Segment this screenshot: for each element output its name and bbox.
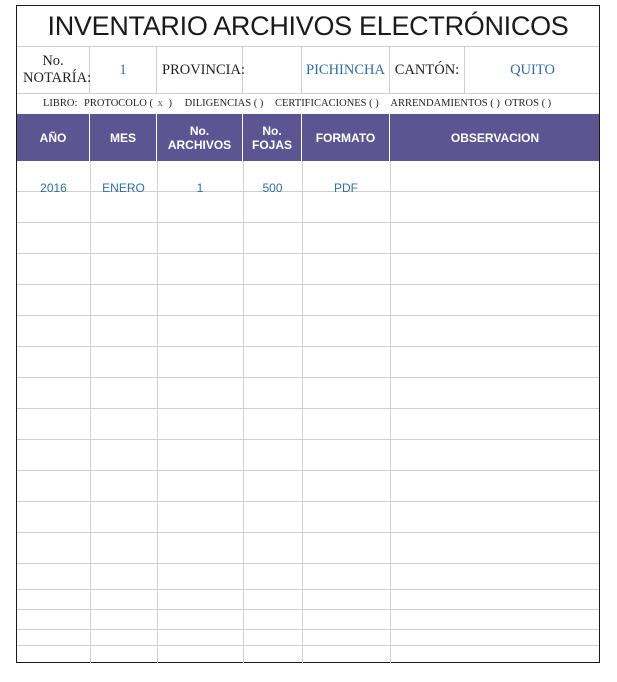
table-cell-ano: 2016 xyxy=(40,181,67,195)
libro-diligencias: DILIGENCIAS ( ) xyxy=(184,98,264,109)
provincia-value: PICHINCHA xyxy=(302,47,390,93)
column-header-fojas xyxy=(243,114,302,161)
libro-certificaciones: CERTIFICACIONES ( ) xyxy=(274,98,379,109)
table-body xyxy=(17,161,599,663)
libro-protocolo-mark: x xyxy=(157,98,163,109)
row-divider xyxy=(17,609,599,610)
column-header-archivos: No. ARCHIVOS xyxy=(157,114,243,161)
row-divider xyxy=(17,645,599,646)
page-title: INVENTARIO ARCHIVOS ELECTRÓNICOS xyxy=(47,11,569,41)
libro-options-row xyxy=(17,94,599,114)
column-divider xyxy=(243,161,244,663)
row-divider xyxy=(17,284,599,285)
column-divider xyxy=(390,161,391,663)
table-cell-archivos: 1 xyxy=(196,181,204,195)
column-header-ano: AÑO xyxy=(17,114,90,161)
row-divider xyxy=(17,629,599,630)
table-cell-observacion xyxy=(390,173,600,203)
notaria-value: 1 xyxy=(90,47,157,93)
libro-protocolo-close: ) xyxy=(168,98,172,109)
provincia-blank xyxy=(243,47,302,93)
libro-label: LIBRO: xyxy=(43,98,78,109)
column-divider xyxy=(90,161,91,663)
column-header-fojas-text: No. FOJAS xyxy=(252,123,293,152)
row-divider xyxy=(17,222,599,223)
table-cell-mes: ENERO xyxy=(102,181,145,195)
canton-value: QUITO xyxy=(510,61,555,78)
row-divider xyxy=(17,470,599,471)
row-divider xyxy=(17,377,599,378)
column-header-formato: FORMATO xyxy=(302,114,390,161)
notaria-label xyxy=(17,47,90,93)
header-info-row xyxy=(17,46,599,94)
notaria-label-text: No. NOTARÍA: xyxy=(23,53,92,86)
table-header xyxy=(17,114,599,161)
column-divider xyxy=(157,161,158,663)
table-cell-formato: PDF xyxy=(334,181,358,195)
row-divider xyxy=(17,346,599,347)
column-header-mes: MES xyxy=(90,114,157,161)
libro-arrendamientos: ARRENDAMIENTOS ( ) xyxy=(390,98,500,109)
inventory-sheet xyxy=(16,5,600,663)
table-cell-fojas: 500 xyxy=(262,181,283,195)
libro-protocolo: PROTOCOLO ( xyxy=(84,98,153,109)
libro-otros: OTROS ( ) xyxy=(504,98,552,109)
row-divider xyxy=(17,532,599,533)
row-divider xyxy=(17,439,599,440)
row-divider xyxy=(17,315,599,316)
provincia-label: PROVINCIA: xyxy=(157,47,243,93)
column-divider xyxy=(302,161,303,663)
row-divider xyxy=(17,253,599,254)
row-divider xyxy=(17,589,599,590)
column-header-observacion: OBSERVACION xyxy=(450,130,540,145)
row-divider xyxy=(17,501,599,502)
row-divider xyxy=(17,408,599,409)
canton-label: CANTÓN: xyxy=(390,47,465,93)
row-divider xyxy=(17,563,599,564)
